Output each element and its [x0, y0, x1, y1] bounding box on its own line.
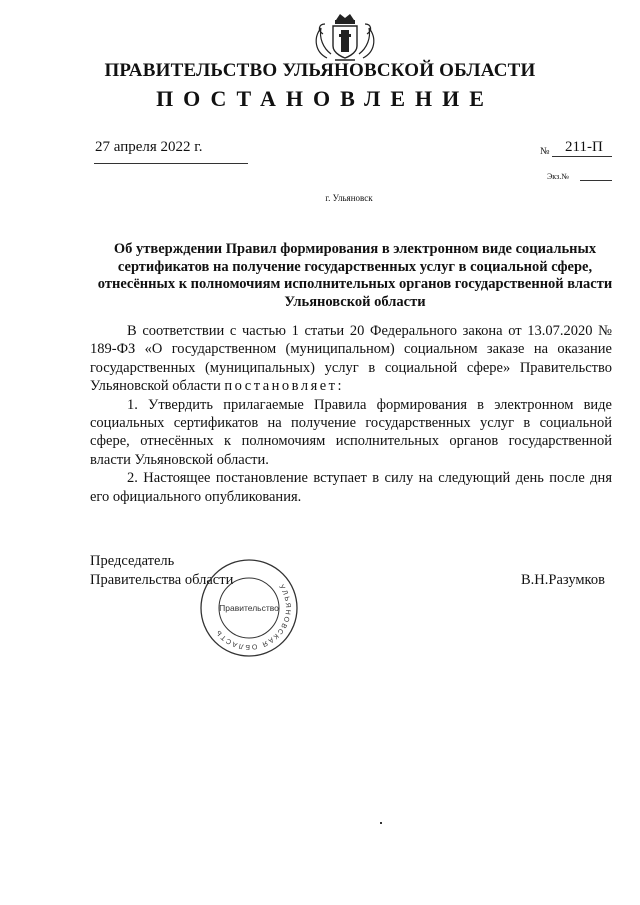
copy-number-label: Экз.№	[547, 172, 569, 181]
official-stamp	[198, 557, 300, 659]
document-title: Об утверждении Правил формирования в электронном виде социальных сертификатов на получение государственных услуг в социальной сфере, отнесённых к полномочиям исполнительных органов государственной власти Ульяновской области	[97, 241, 613, 310]
signatory-position-line1: Председатель	[90, 553, 175, 569]
page-dot-mark	[380, 822, 382, 824]
signatory-name: В.Н.Разумков	[521, 572, 605, 588]
copy-number-underline	[580, 180, 612, 181]
item-1: 1. Утвердить прилагаемые Правила формирования в электронном виде социальных сертификатов на получение государственных услуг в социальной сфере, отнесённых к полномочиям исполнительных органов государственной власти Ульяновской области.	[90, 396, 612, 468]
number-underline	[552, 156, 612, 157]
document-type: ПОСТАНОВЛЕНИЕ	[156, 86, 494, 111]
date-underline	[94, 163, 248, 164]
preamble-paragraph	[90, 322, 612, 396]
stamp-center-text: Правительство	[219, 603, 279, 613]
organization-name: ПРАВИТЕЛЬСТВО УЛЬЯНОВСКОЙ ОБЛАСТИ	[104, 60, 536, 81]
svg-text:УЛЬЯНОВСКАЯ ОБЛАСТЬ	[214, 584, 291, 651]
preamble-text: В соответствии с частью 1 статьи 20 Федерального закона от 13.07.2020 № 189-ФЗ «О государственном (муниципальном) социальном заказе на оказание государственных (муниципальных) услуг в социальной сфере» Правительство Ульяновской области	[90, 323, 612, 395]
document-number: 211-П	[565, 139, 603, 155]
document-body	[90, 322, 612, 506]
signatory-position-line2: Правительства области	[90, 572, 234, 588]
stamp-ring-text: УЛЬЯНОВСКАЯ ОБЛАСТЬ	[214, 583, 292, 651]
preamble-action: постановляет:	[224, 378, 345, 395]
city: г. Ульяновск	[325, 193, 373, 203]
number-sign: №	[540, 146, 550, 157]
item-2: 2. Настоящее постановление вступает в силу на следующий день после дня его официального опубликования.	[90, 470, 612, 505]
document-date: 27 апреля 2022 г.	[95, 139, 203, 155]
coat-of-arms-icon	[305, 8, 385, 64]
